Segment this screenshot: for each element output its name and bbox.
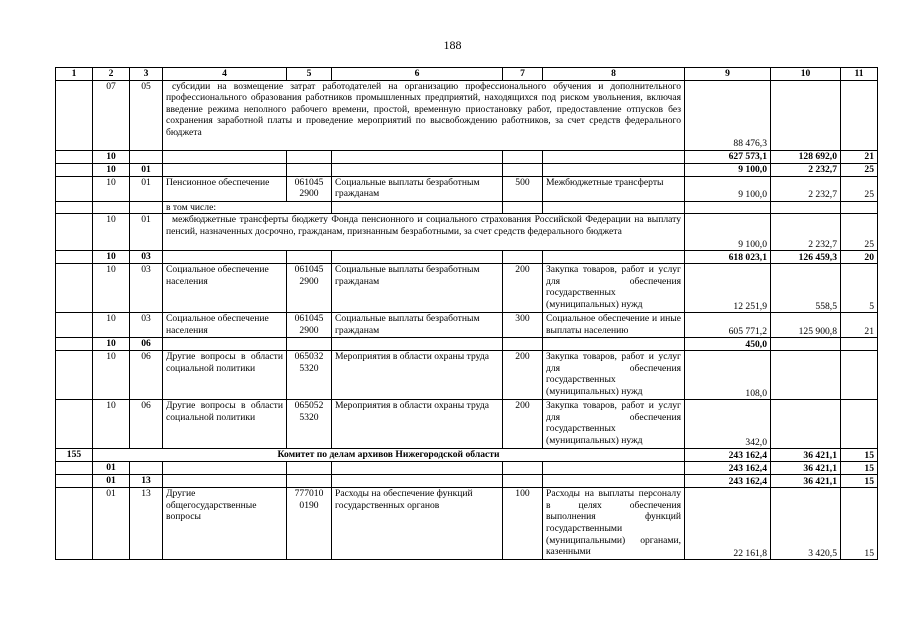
percent: 25 — [841, 176, 878, 201]
column-header: 10 — [771, 68, 841, 81]
table-row — [56, 214, 878, 251]
article-name: Расходы на обеспечение функций государственных органов — [332, 488, 503, 560]
amount-plan: 22 161,8 — [685, 488, 771, 560]
subsection-code: 06 — [130, 351, 163, 400]
expense-type-code: 200 — [503, 400, 543, 449]
section-code: 01 — [93, 488, 130, 560]
table-row — [56, 462, 878, 475]
column-header: 6 — [332, 68, 503, 81]
target-article-code: 065052 5320 — [287, 400, 332, 449]
percent: 15 — [841, 462, 878, 475]
amount-plan: 243 162,4 — [685, 475, 771, 488]
item-name: Другие вопросы в области социальной политики — [163, 351, 287, 400]
amount-actual: 2 232,7 — [771, 176, 841, 201]
row-note: в том числе: — [163, 201, 332, 214]
section-code: 10 — [93, 214, 130, 251]
table-row — [56, 163, 878, 176]
article-name: Социальные выплаты безработным гражданам — [332, 313, 503, 338]
row-description: межбюджетные трансферты бюджету Фонда пенсионного и социального страхования Российской Федерации на выплату пенсий, назначенных досрочно, гражданам, признанным безработными, за счет средств федерального бюджета — [163, 214, 685, 251]
amount-actual: 2 232,7 — [771, 163, 841, 176]
section-code: 10 — [93, 176, 130, 201]
percent: 15 — [841, 449, 878, 462]
column-header: 1 — [56, 68, 93, 81]
column-header: 11 — [841, 68, 878, 81]
subsection-code: 06 — [130, 400, 163, 449]
target-article-code: 061045 2900 — [287, 313, 332, 338]
percent: 15 — [841, 488, 878, 560]
section-code: 10 — [93, 338, 130, 351]
column-header: 3 — [130, 68, 163, 81]
percent: 15 — [841, 475, 878, 488]
subsection-code: 13 — [130, 475, 163, 488]
table-row — [56, 251, 878, 264]
amount-actual: 3 420,5 — [771, 488, 841, 560]
expense-type-name: Расходы на выплаты персоналу в целях обеспечения выполнения функций государственными (муниципальными) органами, казенными — [543, 488, 685, 560]
amount-plan: 342,0 — [685, 400, 771, 449]
amount-actual — [771, 338, 841, 351]
expense-type-code: 200 — [503, 264, 543, 313]
table-row — [56, 488, 878, 560]
percent: 5 — [841, 264, 878, 313]
article-name: Мероприятия в области охраны труда — [332, 351, 503, 400]
expense-type-name: Социальное обеспечение и иные выплаты населению — [543, 313, 685, 338]
amount-actual: 36 421,1 — [771, 462, 841, 475]
percent — [841, 338, 878, 351]
item-name: Социальное обеспечение населения — [163, 313, 287, 338]
amount-actual: 36 421,1 — [771, 449, 841, 462]
table-row — [56, 264, 878, 313]
article-name: Мероприятия в области охраны труда — [332, 400, 503, 449]
subsection-code: 03 — [130, 251, 163, 264]
subsection-code: 05 — [130, 80, 163, 150]
amount-plan: 605 771,2 — [685, 313, 771, 338]
percent — [841, 351, 878, 400]
expense-type-code: 500 — [503, 176, 543, 201]
amount-plan: 243 162,4 — [685, 449, 771, 462]
table-row — [56, 338, 878, 351]
table-row — [56, 201, 878, 214]
column-header: 9 — [685, 68, 771, 81]
expense-type-name: Закупка товаров, работ и услуг для обеспечения государственных (муниципальных) нужд — [543, 351, 685, 400]
target-article-code: 061045 2900 — [287, 264, 332, 313]
section-code: 10 — [93, 251, 130, 264]
expense-type-code: 100 — [503, 488, 543, 560]
target-article-code: 061045 2900 — [287, 176, 332, 201]
amount-plan: 9 100,0 — [685, 214, 771, 251]
table-row — [56, 150, 878, 163]
subsection-code: 13 — [130, 488, 163, 560]
table-row — [56, 313, 878, 338]
amount-plan: 450,0 — [685, 338, 771, 351]
amount-actual — [771, 80, 841, 150]
table-row — [56, 475, 878, 488]
amount-actual — [771, 400, 841, 449]
section-code: 10 — [93, 400, 130, 449]
percent — [841, 400, 878, 449]
item-name: Пенсионное обеспечение — [163, 176, 287, 201]
amount-plan: 243 162,4 — [685, 462, 771, 475]
section-code: 10 — [93, 163, 130, 176]
column-header: 8 — [543, 68, 685, 81]
column-header: 5 — [287, 68, 332, 81]
section-code: 01 — [93, 462, 130, 475]
agency-name: Комитет по делам архивов Нижегородской области — [93, 449, 685, 462]
amount-plan: 88 476,3 — [685, 80, 771, 150]
section-code: 10 — [93, 313, 130, 338]
item-name: Другие вопросы в области социальной политики — [163, 400, 287, 449]
amount-actual: 2 232,7 — [771, 214, 841, 251]
article-name: Социальные выплаты безработным гражданам — [332, 176, 503, 201]
percent: 25 — [841, 214, 878, 251]
amount-actual: 36 421,1 — [771, 475, 841, 488]
subsection-code — [130, 150, 163, 163]
page-number: 188 — [443, 38, 462, 52]
budget-table — [55, 67, 878, 560]
subsection-code: 03 — [130, 313, 163, 338]
row-description: субсидии на возмещение затрат работодателей на организацию профессионального обучения и дополнительного профессионального образования работников промышленных предприятий, находящихся под риском увольнения, включая введение режима неполного рабочего времени, простой, временную приостановку работ, предоставление отпусков без сохранения заработной платы и проведение мероприятий по высвобождению работников, за счет средств федерального бюджета — [163, 80, 685, 150]
subsection-code: 01 — [130, 214, 163, 251]
article-name: Социальные выплаты безработным гражданам — [332, 264, 503, 313]
expense-type-name: Закупка товаров, работ и услуг для обеспечения государственных (муниципальных) нужд — [543, 264, 685, 313]
expense-type-code: 200 — [503, 351, 543, 400]
table-row — [56, 176, 878, 201]
amount-actual: 126 459,3 — [771, 251, 841, 264]
section-code: 10 — [93, 150, 130, 163]
amount-actual: 558,5 — [771, 264, 841, 313]
expense-type-name: Закупка товаров, работ и услуг для обеспечения государственных (муниципальных) нужд — [543, 400, 685, 449]
table-row — [56, 449, 878, 462]
amount-plan: 627 573,1 — [685, 150, 771, 163]
section-code: 07 — [93, 80, 130, 150]
target-article-code: 065032 5320 — [287, 351, 332, 400]
amount-plan: 12 251,9 — [685, 264, 771, 313]
column-header: 7 — [503, 68, 543, 81]
percent: 21 — [841, 150, 878, 163]
table-row — [56, 400, 878, 449]
percent: 21 — [841, 313, 878, 338]
amount-plan: 618 023,1 — [685, 251, 771, 264]
amount-plan: 108,0 — [685, 351, 771, 400]
expense-type-code: 300 — [503, 313, 543, 338]
amount-actual: 128 692,0 — [771, 150, 841, 163]
amount-plan: 9 100,0 — [685, 163, 771, 176]
percent: 20 — [841, 251, 878, 264]
item-name: Другие общегосударственные вопросы — [163, 488, 287, 560]
section-code: 01 — [93, 475, 130, 488]
subsection-code: 01 — [130, 176, 163, 201]
subsection-code: 06 — [130, 338, 163, 351]
column-header: 4 — [163, 68, 287, 81]
percent — [841, 80, 878, 150]
subsection-code: 01 — [130, 163, 163, 176]
expense-type-name: Межбюджетные трансферты — [543, 176, 685, 201]
target-article-code: 777010 0190 — [287, 488, 332, 560]
agency-code: 155 — [56, 449, 93, 462]
section-code: 10 — [93, 264, 130, 313]
amount-actual — [771, 351, 841, 400]
amount-plan: 9 100,0 — [685, 176, 771, 201]
subsection-code: 03 — [130, 264, 163, 313]
table-header-row — [56, 68, 878, 81]
subsection-code — [130, 462, 163, 475]
amount-actual: 125 900,8 — [771, 313, 841, 338]
table-row — [56, 80, 878, 150]
table-row — [56, 351, 878, 400]
section-code: 10 — [93, 351, 130, 400]
column-header: 2 — [93, 68, 130, 81]
item-name: Социальное обеспечение населения — [163, 264, 287, 313]
percent: 25 — [841, 163, 878, 176]
